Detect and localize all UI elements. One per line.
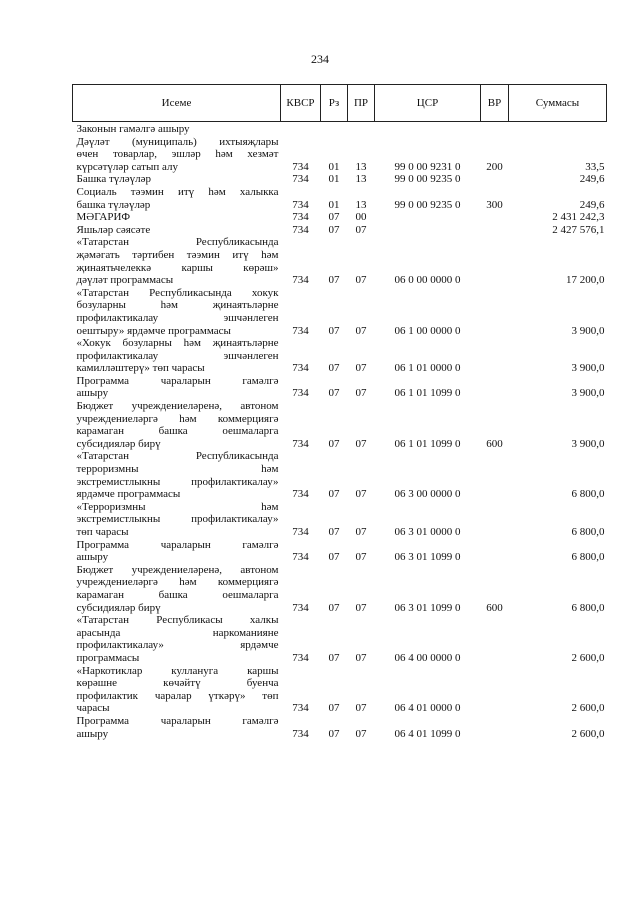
row-kvsr: 734 — [292, 274, 309, 287]
row-name-line: программасы — [76, 651, 140, 664]
row-vr — [481, 375, 509, 400]
row-name — [77, 136, 279, 174]
header-rz: Рз — [321, 85, 348, 122]
row-vr — [481, 715, 509, 740]
row-csr: 99 0 00 9235 0 — [394, 173, 461, 186]
row-name-cell — [73, 287, 281, 337]
row-name-line: Программа чараларын гамәлгә — [76, 538, 279, 551]
row-sum: 3 900,0 — [571, 387, 605, 400]
table-row — [73, 715, 607, 740]
row-kvsr — [281, 122, 321, 136]
row-csr: 06 4 01 0000 0 — [394, 702, 461, 715]
row-name-line: чарасы — [76, 702, 110, 715]
row-csr: 06 3 01 1099 0 — [394, 551, 461, 564]
row-sum: 6 800,0 — [571, 526, 605, 538]
row-name-cell — [73, 186, 281, 211]
table-row — [73, 136, 607, 174]
row-name-cell — [73, 564, 281, 614]
row-csr: 06 0 00 0000 0 — [394, 274, 461, 287]
row-kvsr: 734 — [292, 488, 309, 501]
row-sum: 17 200,0 — [566, 274, 605, 287]
row-pr: 07 — [355, 727, 367, 740]
row-csr: 99 0 00 9235 0 — [394, 198, 461, 211]
row-csr: 06 1 01 0000 0 — [394, 362, 461, 375]
row-name-line: Дәүләт (муниципаль) ихтыяҗлары — [76, 135, 279, 148]
row-name-cell — [73, 211, 281, 224]
row-pr: 07 — [355, 362, 367, 375]
table-row — [73, 173, 607, 186]
row-kvsr: 734 — [292, 526, 309, 538]
row-name-cell — [73, 236, 281, 286]
row-sum: 3 900,0 — [571, 437, 605, 450]
row-sum: 2 427 576,1 — [552, 223, 605, 236]
row-kvsr: 734 — [292, 362, 309, 375]
header-kvsr: КВСР — [281, 85, 321, 122]
row-name-line: бозуларны һәм җинаятьләрне — [76, 299, 279, 312]
row-sum: 3 900,0 — [571, 362, 605, 375]
row-kvsr: 734 — [292, 702, 309, 715]
row-rz: 07 — [328, 651, 340, 664]
table-row — [73, 501, 607, 539]
header-csr: ЦСР — [375, 85, 481, 122]
row-name-line: карамаган башка оешмаларга — [76, 588, 279, 601]
row-vr: 600 — [486, 437, 503, 450]
row-rz: 07 — [328, 526, 340, 538]
row-csr: 06 3 00 0000 0 — [394, 488, 461, 501]
table-row — [73, 564, 607, 614]
row-name — [77, 715, 279, 740]
row-pr: 07 — [355, 551, 367, 564]
row-name — [77, 173, 279, 186]
row-rz: 07 — [328, 362, 340, 375]
row-sum: 6 800,0 — [571, 601, 605, 614]
row-name — [77, 236, 279, 286]
row-vr — [481, 665, 509, 715]
row-name-cell — [73, 614, 281, 664]
table-header-row — [73, 85, 607, 122]
row-name-line: төп чарасы — [76, 526, 129, 538]
table-row — [73, 211, 607, 224]
row-sum: 2 431 242,3 — [552, 211, 605, 224]
row-sum: 2 600,0 — [571, 727, 605, 740]
row-name-cell — [73, 224, 281, 237]
row-name-line: Яшьләр сәясәте — [76, 223, 151, 236]
row-name — [77, 375, 279, 400]
table-row — [73, 400, 607, 450]
row-name — [77, 337, 279, 375]
row-rz — [321, 122, 348, 136]
row-name-line: «Татарстан Республикасында хокук — [76, 286, 279, 299]
row-rz: 07 — [328, 601, 340, 614]
row-name-line: учреждениеләргә һәм коммерциягә — [76, 412, 279, 425]
row-csr: 06 4 01 1099 0 — [394, 727, 461, 740]
row-name-line: дәүләт программасы — [76, 274, 174, 287]
row-name-line: башка түләүләр — [76, 198, 151, 211]
table-row — [73, 337, 607, 375]
row-csr — [375, 211, 481, 224]
row-name-line: күрсәтүләр сатып алу — [76, 160, 178, 173]
row-kvsr: 734 — [292, 198, 309, 211]
row-pr: 13 — [355, 198, 367, 211]
table-row — [73, 236, 607, 286]
row-rz: 01 — [328, 160, 340, 173]
row-name-cell — [73, 400, 281, 450]
row-pr: 07 — [355, 526, 367, 538]
row-pr: 07 — [355, 223, 367, 236]
table-row — [73, 665, 607, 715]
row-name-line: Программа чараларын гамәлгә — [76, 714, 279, 727]
row-pr: 00 — [355, 211, 367, 224]
row-name-cell — [73, 136, 281, 174]
table-row — [73, 375, 607, 400]
row-pr: 07 — [355, 274, 367, 287]
row-pr: 07 — [355, 387, 367, 400]
row-name-line: экстремистлыкны профилактикалау» — [76, 513, 279, 526]
row-csr: 06 1 00 0000 0 — [394, 324, 461, 337]
row-name-line: «Татарстан Республикасында — [76, 450, 279, 463]
row-kvsr: 734 — [292, 324, 309, 337]
row-rz: 07 — [328, 437, 340, 450]
row-kvsr: 734 — [292, 727, 309, 740]
row-pr: 13 — [355, 173, 367, 186]
row-name-line: өчен товарлар, эшләр һәм хезмәт — [76, 148, 279, 161]
row-name-line: «Хокук бозуларны һәм җинаятьләрне — [76, 337, 279, 350]
row-name-line: Законын гамәлгә ашыру — [76, 123, 190, 135]
row-name — [77, 665, 279, 715]
row-kvsr: 734 — [292, 651, 309, 664]
row-name-cell — [73, 501, 281, 539]
row-sum: 6 800,0 — [571, 488, 605, 501]
row-name-line: ярдәмче программасы — [76, 488, 181, 501]
row-sum: 2 600,0 — [571, 651, 605, 664]
row-csr: 06 4 00 0000 0 — [394, 651, 461, 664]
row-name-line: терроризмны һәм — [76, 463, 279, 476]
row-rz: 07 — [328, 223, 340, 236]
row-name-cell — [73, 450, 281, 500]
row-name-line: учреждениеләргә һәм коммерциягә — [76, 576, 279, 589]
row-name-cell — [73, 173, 281, 186]
row-pr: 07 — [355, 437, 367, 450]
row-sum: 6 800,0 — [571, 551, 605, 564]
row-name-cell — [73, 337, 281, 375]
row-csr: 06 3 01 1099 0 — [394, 601, 461, 614]
row-name-line: камилләштерү» төп чарасы — [76, 362, 205, 375]
row-kvsr: 734 — [292, 551, 309, 564]
row-csr: 06 1 01 1099 0 — [394, 437, 461, 450]
row-name-line: ашыру — [76, 551, 109, 564]
header-sum: Суммасы — [509, 85, 607, 122]
row-name — [77, 287, 279, 337]
row-name — [77, 186, 279, 211]
table-row — [73, 287, 607, 337]
row-name-cell — [73, 665, 281, 715]
row-name-line: «Наркотиклар куллануга каршы — [76, 664, 279, 677]
row-rz: 07 — [328, 551, 340, 564]
row-name-line: арасында наркоманияне — [76, 626, 279, 639]
row-vr: 600 — [486, 601, 503, 614]
header-pr: ПР — [348, 85, 375, 122]
row-csr — [375, 224, 481, 237]
row-pr: 07 — [355, 324, 367, 337]
row-sum: 2 600,0 — [571, 702, 605, 715]
row-name-line: Башка түләүләр — [76, 173, 152, 186]
row-sum: 249,6 — [579, 173, 605, 186]
row-rz: 07 — [328, 387, 340, 400]
row-rz: 07 — [328, 727, 340, 740]
row-name-line: профилактикалау» ярдәмче — [76, 639, 279, 652]
row-name-line: оештыру» ярдәмче программасы — [76, 324, 231, 337]
row-name — [77, 539, 279, 564]
row-kvsr: 734 — [292, 387, 309, 400]
row-pr — [348, 122, 375, 136]
budget-table — [72, 84, 607, 740]
row-name-line: Бюджет учреждениеләренә, автоном — [76, 563, 279, 576]
header-vr: ВР — [481, 85, 509, 122]
row-name-line: субсидияләр бирү — [76, 601, 161, 614]
row-name — [77, 450, 279, 500]
row-name-line: профилактикалау эшчәнлеген — [76, 349, 279, 362]
row-pr: 07 — [355, 488, 367, 501]
row-kvsr: 734 — [292, 601, 309, 614]
row-pr: 07 — [355, 651, 367, 664]
page-number: 234 — [311, 52, 329, 66]
row-kvsr: 734 — [292, 211, 309, 224]
row-name-line: «Терроризмны һәм — [76, 500, 279, 513]
row-name-line: ашыру — [76, 727, 109, 740]
row-rz: 07 — [328, 488, 340, 501]
table-body — [73, 122, 607, 741]
row-vr — [481, 224, 509, 237]
row-vr — [481, 337, 509, 375]
row-name — [77, 564, 279, 614]
row-name-line: җинаятьчелеккә каршы көрәш» — [76, 261, 279, 274]
row-vr — [481, 614, 509, 664]
header-name: Исеме — [73, 85, 281, 122]
table-row — [73, 224, 607, 237]
table-row — [73, 186, 607, 211]
row-kvsr: 734 — [292, 223, 309, 236]
row-vr — [481, 211, 509, 224]
row-kvsr: 734 — [292, 173, 309, 186]
row-name-line: җәмәгать тәртибен тәэмин итү һәм — [76, 248, 279, 261]
row-name-cell — [73, 715, 281, 740]
row-pr: 13 — [355, 160, 367, 173]
row-rz: 07 — [328, 324, 340, 337]
row-csr: 06 1 01 1099 0 — [394, 387, 461, 400]
row-csr: 99 0 00 9231 0 — [394, 160, 461, 173]
row-pr: 07 — [355, 601, 367, 614]
row-name-line: «Татарстан Республикасы халкы — [76, 614, 279, 627]
row-name-line: көрәшне көчәйтү буенча — [76, 677, 279, 690]
row-name-line: экстремистлыкны профилактикалау» — [76, 475, 279, 488]
row-sum: 249,6 — [579, 198, 605, 211]
row-vr: 200 — [486, 160, 503, 173]
row-name-cell — [73, 539, 281, 564]
row-name — [77, 614, 279, 664]
row-name-line: субсидияләр бирү — [76, 437, 161, 450]
row-csr: 06 3 01 0000 0 — [394, 526, 461, 538]
row-csr — [375, 122, 481, 136]
row-name-line: «Татарстан Республикасында — [76, 236, 279, 249]
row-rz: 01 — [328, 173, 340, 186]
row-vr — [481, 501, 509, 539]
row-name — [77, 501, 279, 539]
row-rz: 07 — [328, 702, 340, 715]
row-sum: 33,5 — [585, 160, 605, 173]
table-row — [73, 539, 607, 564]
row-pr: 07 — [355, 702, 367, 715]
row-name-line: Бюджет учреждениеләренә, автоном — [76, 400, 279, 413]
row-name — [77, 123, 279, 136]
row-name-line: профилактикалау эшчәнлеген — [76, 311, 279, 324]
row-kvsr: 734 — [292, 160, 309, 173]
row-vr — [481, 122, 509, 136]
row-rz: 07 — [328, 274, 340, 287]
row-name-line: профилактик чаралар үткәрү» төп — [76, 689, 279, 702]
row-vr — [481, 173, 509, 186]
table-row — [73, 450, 607, 500]
row-name — [77, 224, 279, 237]
row-name-line: карамаган башка оешмаларга — [76, 425, 279, 438]
row-sum: 3 900,0 — [571, 324, 605, 337]
row-name-line: Программа чараларын гамәлгә — [76, 374, 279, 387]
row-vr — [481, 236, 509, 286]
row-rz: 07 — [328, 211, 340, 224]
row-vr — [481, 450, 509, 500]
row-name-line: ашыру — [76, 387, 109, 400]
row-kvsr: 734 — [292, 437, 309, 450]
table-row — [73, 122, 607, 136]
row-name — [77, 211, 279, 224]
row-name — [77, 400, 279, 450]
row-name-line: МӘГАРИФ — [76, 211, 131, 224]
row-sum — [509, 122, 607, 136]
row-vr: 300 — [486, 198, 503, 211]
row-rz: 01 — [328, 198, 340, 211]
row-name-cell — [73, 122, 281, 136]
row-name-cell — [73, 375, 281, 400]
row-name-line: Социаль тәэмин итү һәм халыкка — [76, 185, 279, 198]
row-vr — [481, 539, 509, 564]
table-row — [73, 614, 607, 664]
row-vr — [481, 287, 509, 337]
